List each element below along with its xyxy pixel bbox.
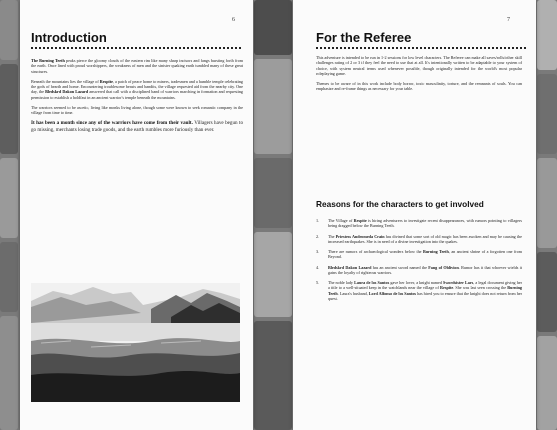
chapter-title-introduction: Introduction xyxy=(31,30,107,45)
referee-paragraph-2: Themes to be aware of in this work include body horror, toxic masculinity, torture, and the remnants of souls. You can emphasize and re-frame things as necessary for your table. xyxy=(316,81,522,92)
referee-body xyxy=(316,55,522,97)
right-page xyxy=(293,0,536,430)
list-item-number: 5. xyxy=(316,280,320,285)
referee-paragraph-1: This adventure is intended to be run in 1-2 sessions for low level characters. The Referee can make all saves/rolls/other skill challenges rating of 2 or 3 if they feel the need to use that at all. It's intentionally written to be adaptable to your system of choice, with system neutral terms used whenever possible, though originally intended for the world's most popular roleplaying game. xyxy=(316,55,522,76)
introduction-body xyxy=(31,58,243,138)
intro-paragraph-1: The Burning Teeth peaks pierce the gloomy clouds of the eastern rim like many sharp incisors and fangs bursting forth from the earth. Once lined with proud worshippers, the weakness of men and the sinister quaking earth tumbled many of these great structures. xyxy=(31,58,243,74)
intro-paragraph-4: It has been a month since any of the warriors have come from their vault. Villagers have begun to go missing, merchants losing trade goods, and the earth rumbles more furiously than ever. xyxy=(31,120,243,133)
bold-run: Laura de los Santos xyxy=(354,280,390,285)
list-item xyxy=(316,249,522,260)
bold-run: Respite xyxy=(99,78,113,84)
list-item-text: The Priestess Andromeda Crain has divined that some sort of old magic has been awoken and may be causing the increased earthquakes. She is in need of a divine investigation into the quakes. xyxy=(328,233,522,244)
list-item-number: 1. xyxy=(316,218,320,223)
title-divider xyxy=(31,47,241,49)
list-item xyxy=(316,265,522,276)
bold-run: Burning Teeth xyxy=(422,249,449,254)
bold-run: Bledskrd Dakon Lazard xyxy=(328,264,372,270)
list-item xyxy=(316,218,522,229)
page-number-right: 7 xyxy=(507,17,510,23)
title-divider xyxy=(316,47,526,49)
bold-run: Lord Alfonso de los Santos xyxy=(368,290,417,296)
intro-paragraph-2: Beneath the mountains lies the village of Respite, a patch of peace home to miners, tradesmen and a humble temple celebrating the gods of hearth and home. Encountering troublesome beasts and bandits, the village requested aid from the nearby city. One day, the Bledskrd Dakon Lazard answered that call with a disciplined band of warriors marching in formation and requesting permission to establish a holdfast in an ancient warrior's temple beneath the mountains. xyxy=(31,78,244,100)
list-item-text: There are rumors of archaeological wonders below the Burning Teeth, an ancient shrine of a forgotten one from Beyond. xyxy=(328,249,522,260)
chapter-title-referee: For the Referee xyxy=(316,30,412,45)
reasons-heading: Reasons for the characters to get involved xyxy=(316,199,484,209)
bold-run: Bledskrd Dakon Lazard xyxy=(45,89,89,95)
bold-run: The Burning Teeth xyxy=(31,58,65,63)
list-item-number: 2. xyxy=(316,233,320,239)
list-item-text: The Village of Respite is hiring adventurers to investigate recent disappearances, with rumors pointing to villagers being dragged below the Burning Teeth. xyxy=(328,218,522,229)
list-item-text: Bledskrd Dakon Lazard has an ancient sword named the Fang of Oblivion. Rumor has it that whoever wields it gains the loyalty of righteous warriors. xyxy=(328,264,522,275)
page-number-left: 6 xyxy=(232,17,235,23)
bold-run: Priestess Andromeda Crain xyxy=(335,233,385,239)
list-item-number: 3. xyxy=(316,249,320,254)
bold-run: Swordsister Lars xyxy=(443,280,474,285)
left-page xyxy=(20,0,253,430)
mountain-landscape-illustration xyxy=(31,283,240,402)
bold-run: Burning Teeth xyxy=(328,285,522,296)
bold-run: Respite xyxy=(353,218,367,223)
intro-paragraph-3: The warriors seemed to be ascetic, living like monks living alone, though some were known to seek romantic company in the village from time to time. xyxy=(31,104,243,115)
bold-run: Fang of Oblivion xyxy=(428,264,459,270)
list-item-text: The noble lady Laura de los Santos gave her lover, a knight named Swordsister Lars, a legal document giving her a title to a well-situated keep in the watchlands near the village of Respite. She was last seen crossing the Burning Teeth. Laura's husband, Lord Alfonso de los Santos has hired you to ensure that the knight does not return from her quest. xyxy=(328,280,522,301)
bold-run: Respite xyxy=(440,285,454,291)
list-item-number: 4. xyxy=(316,264,320,270)
list-item xyxy=(316,234,522,245)
bold-run: It has been a month since any of the warriors have come from their vault. xyxy=(31,120,193,127)
reasons-list xyxy=(316,218,522,306)
list-item xyxy=(316,280,522,301)
